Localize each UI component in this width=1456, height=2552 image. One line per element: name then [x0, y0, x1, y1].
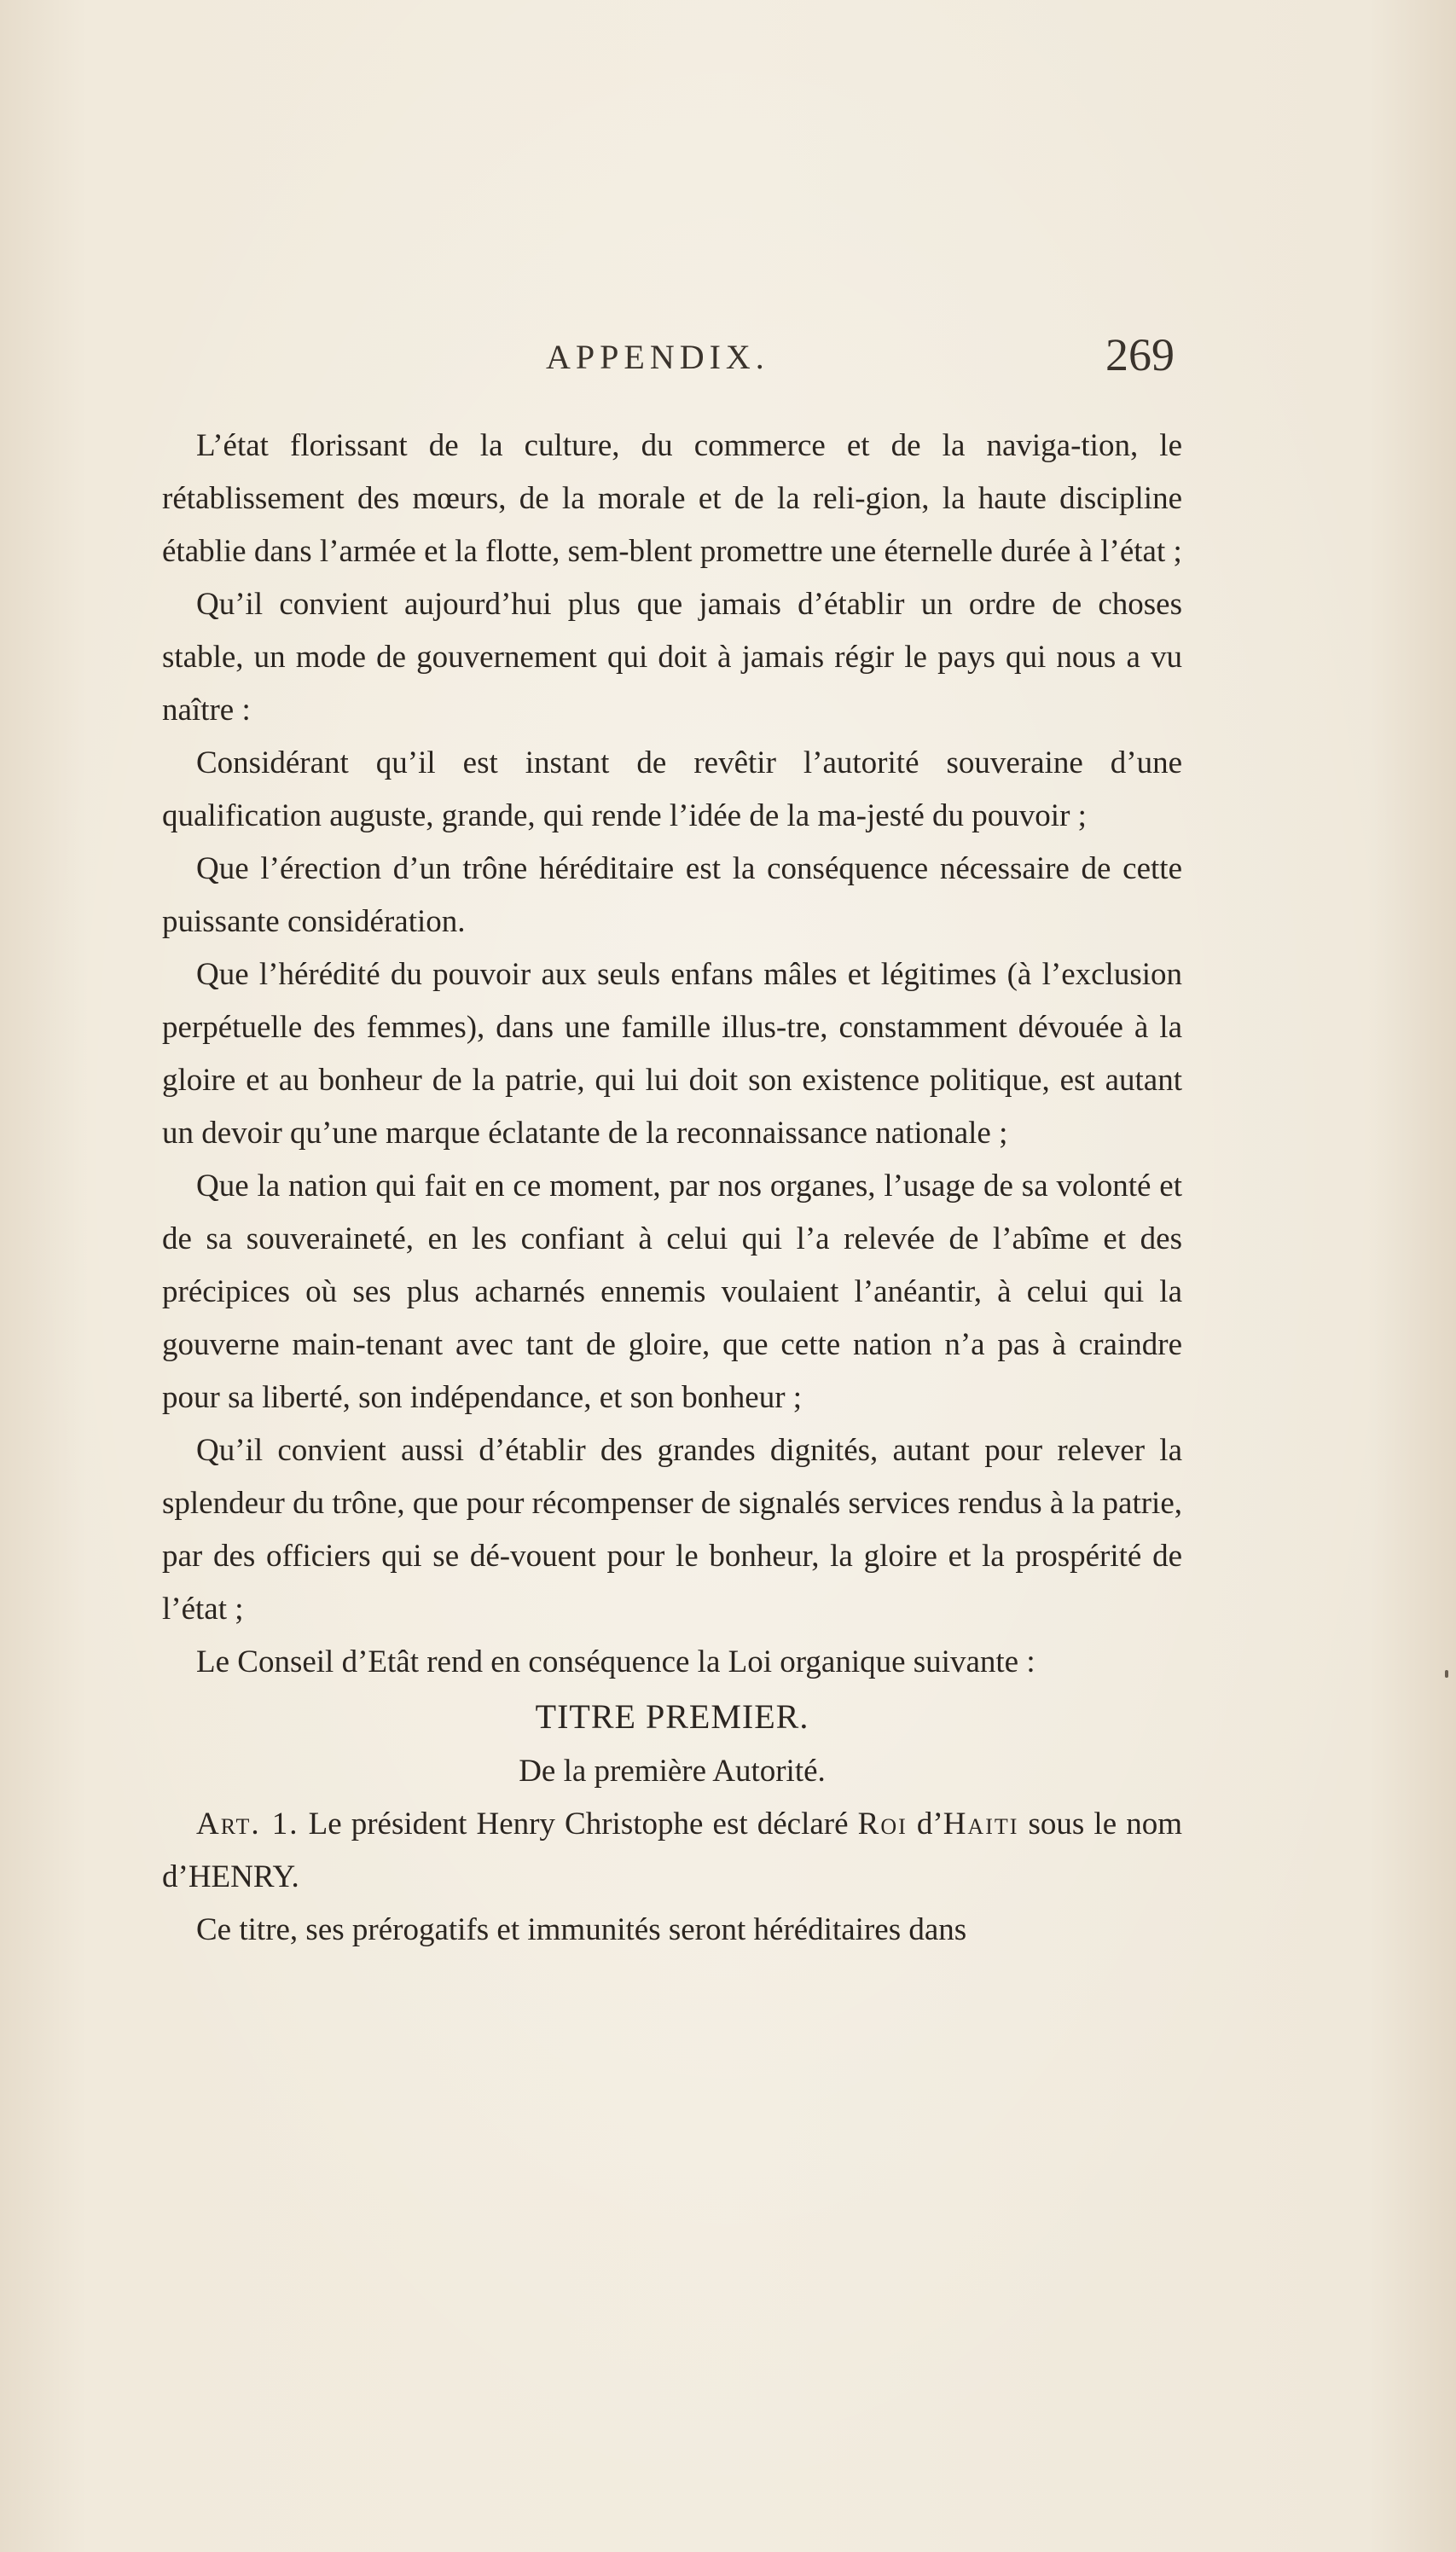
paragraph-last: Ce titre, ses prérogatifs et immunités seront héréditaires dans [196, 1912, 967, 1947]
article-roi: Roi [857, 1807, 908, 1842]
article-1 [162, 1798, 1182, 1904]
section-subtitle: De la première Autorité. [519, 1754, 826, 1789]
section-title: TITRE PREMIER. [535, 1697, 809, 1736]
paragraph-7: Qu’il convient aussi d’établir des grandes dignités, autant pour relever la splendeur du trône, que pour récompenser de signalés services rendus à la patrie, par des officiers qui se dé-vouent pour le bonheur, la gloire et la prospérité de l’état ; [162, 1433, 1182, 1627]
paragraph-5: Que l’hérédité du pouvoir aux seuls enfans mâles et légitimes (à l’exclusion perpétuelle des femmes), dans une famille illus-tre, constamment dévouée à la gloire et au bonheur de la patrie, qui lui doit son existence politique, est autant un devoir qu’une marque éclatante de la reconnaissance nationale ; [162, 957, 1182, 1151]
page-header [166, 328, 1181, 388]
article-text-c: sous le nom d’HENRY. [162, 1807, 1183, 1894]
paragraph-6: Que la nation qui fait en ce moment, par nos organes, l’usage de sa volonté et de sa souveraineté, en les confiant à celui qui l’a relevée de l’abîme et des précipices où ses plus acharnés ennemis voulaient l’anéantir, à celui qui la gouverne main-tenant avec tant de gloire, que cette nation n’a pas à craindre pour sa liberté, son indépendance, et son bonheur ; [162, 1169, 1182, 1415]
paragraph-1: L’état florissant de la culture, du commerce et de la naviga-tion, le rétablissement des mœurs, de la morale et de la reli-gion, la haute discipline établie dans l’armée et la flotte, sem-blent promettre une éternelle durée à l’état ; [162, 428, 1182, 569]
paragraph-3: Considérant qu’il est instant de revêtir l’autorité souveraine d’une qualification auguste, grande, qui rende l’idée de la ma-jesté du pouvoir ; [162, 745, 1182, 833]
running-head: APPENDIX. [546, 338, 769, 376]
body-text [162, 420, 1182, 1957]
article-text-b: d’ [916, 1807, 943, 1842]
page-number: 269 [1105, 329, 1175, 380]
paragraph-4: Que l’érection d’un trône héréditaire est la conséquence nécessaire de cette puissante considération. [162, 851, 1182, 939]
paragraph-2: Qu’il convient aujourd’hui plus que jamais d’établir un ordre de choses stable, un mode de gouvernement qui doit à jamais régir le pays qui nous a vu naître : [162, 587, 1182, 728]
paper-speck [1445, 1670, 1448, 1678]
article-label: Art. 1. [196, 1807, 299, 1842]
paragraph-8: Le Conseil d’Etât rend en conséquence la Loi organique suivante : [196, 1644, 1035, 1679]
article-text-a: Le président Henry Christophe est déclaré [308, 1807, 849, 1842]
article-haiti: Haiti [943, 1807, 1019, 1842]
